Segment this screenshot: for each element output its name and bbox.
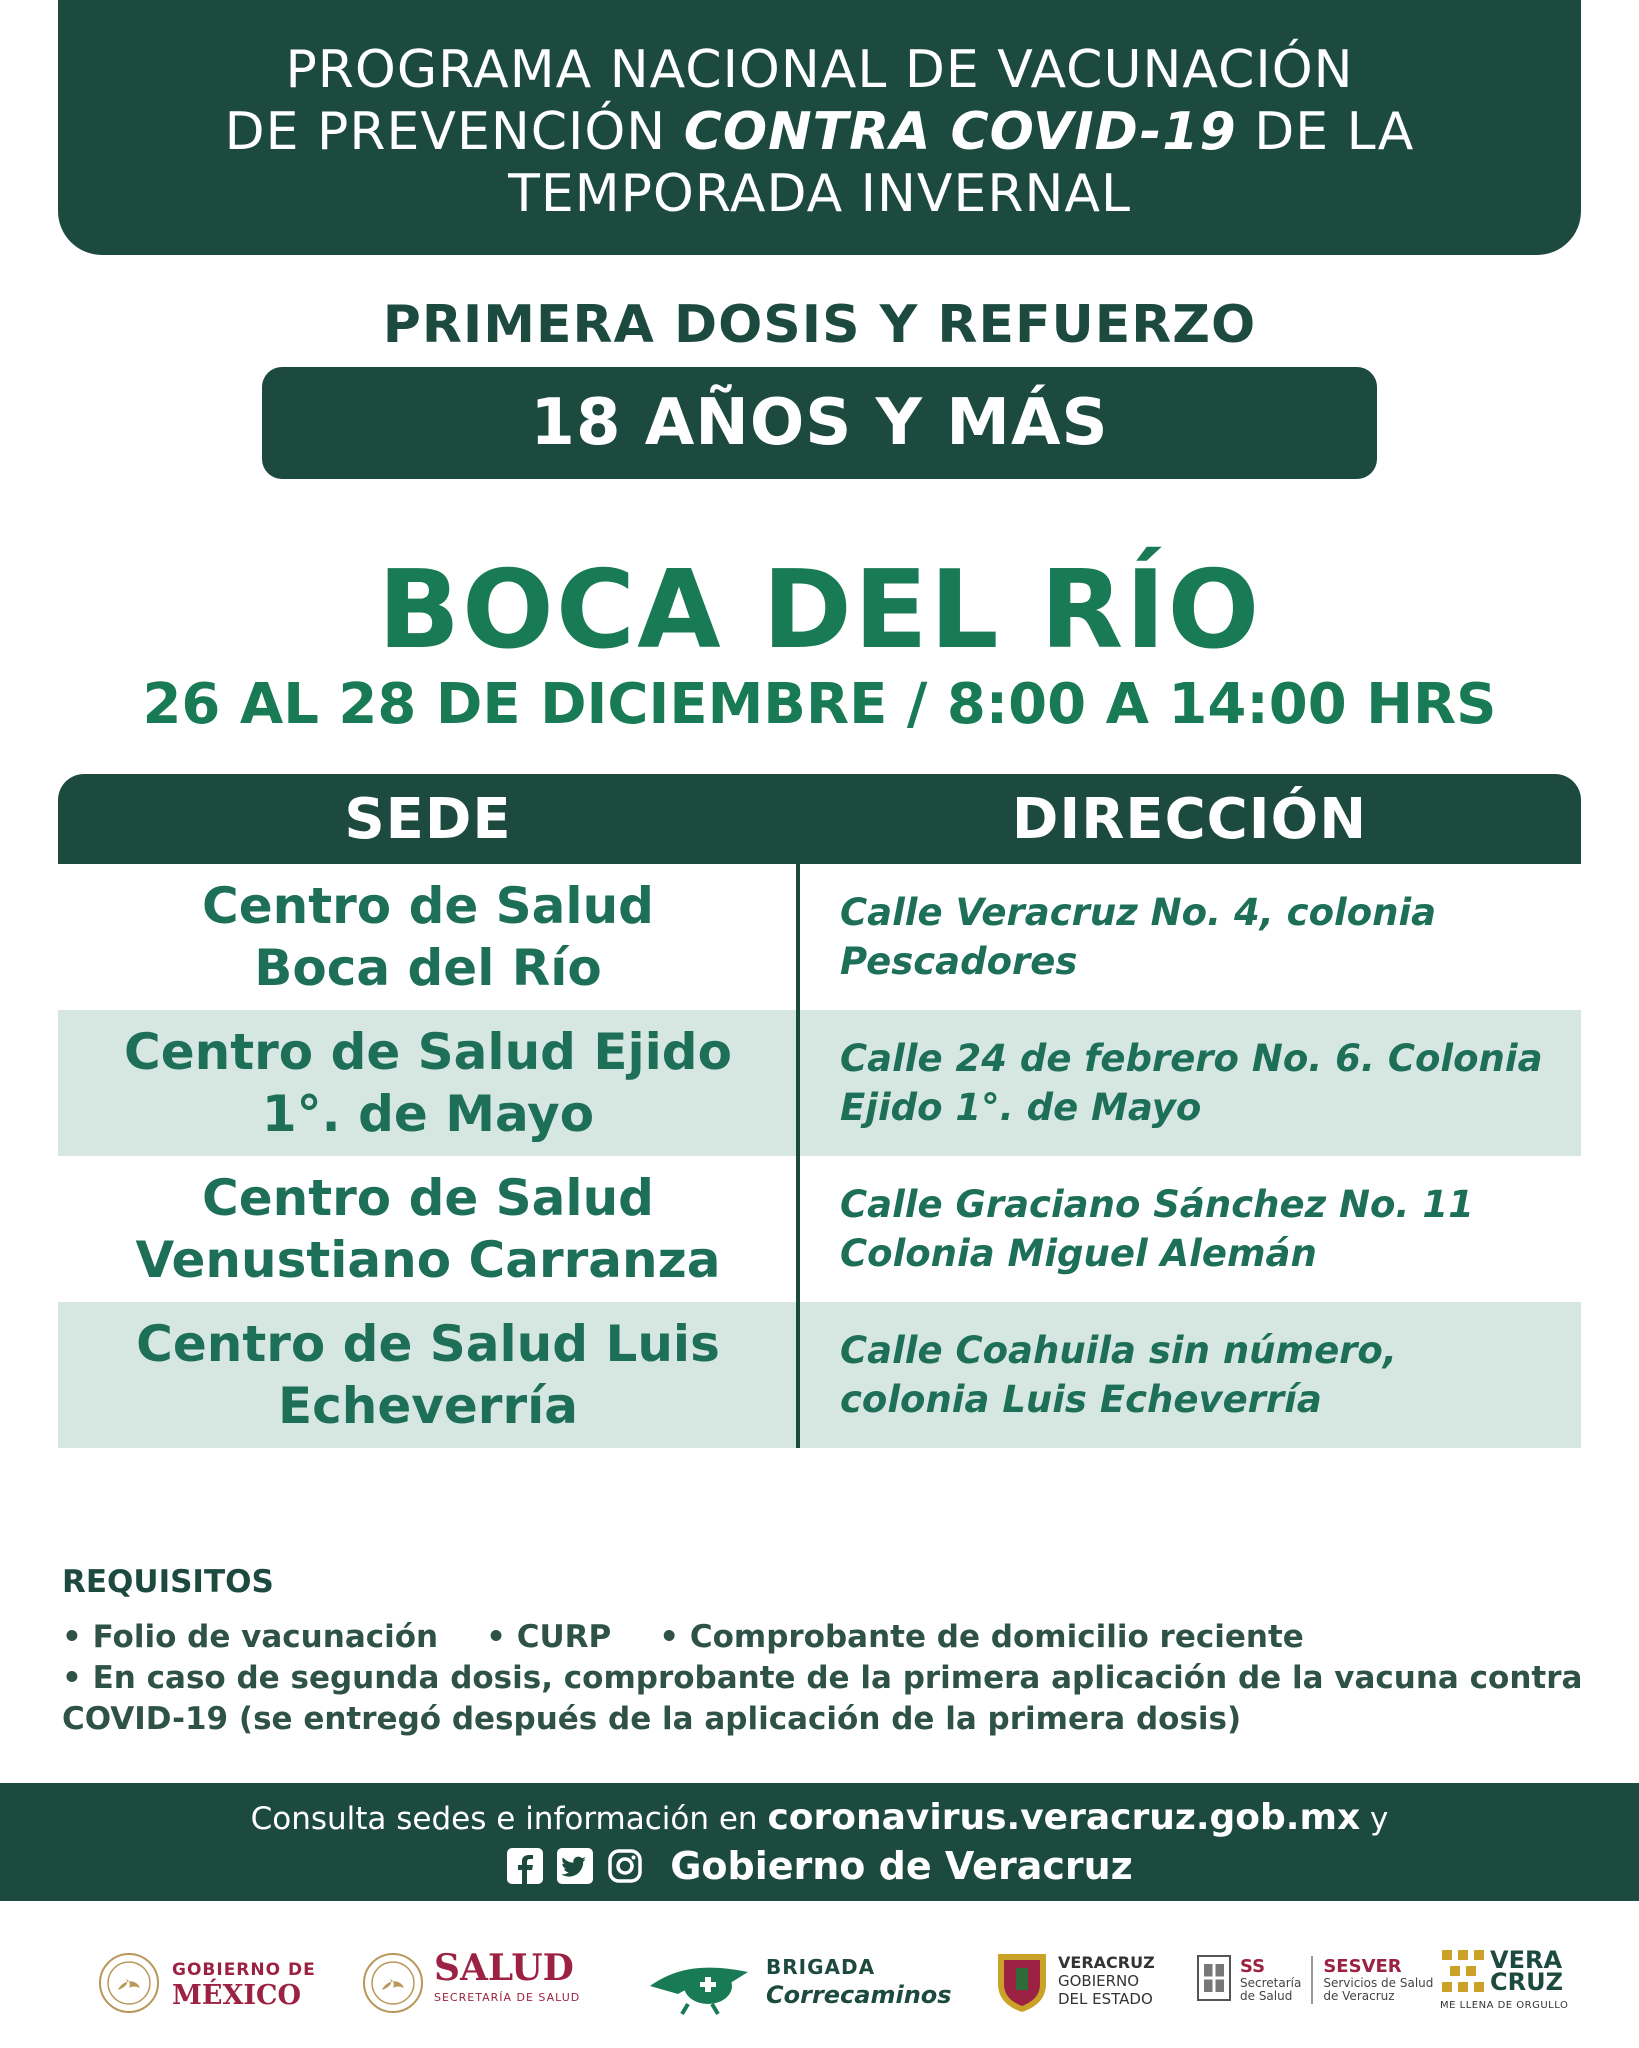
direccion-cell (798, 864, 1581, 1010)
direccion-line: Calle Veracruz No. 4, colonia (840, 891, 1437, 934)
footer-consulta (251, 1797, 1389, 1838)
ss-sub-1: Secretaría (1240, 1976, 1302, 1990)
header-sede: SEDE (344, 786, 512, 852)
header-line-2 (225, 101, 1415, 163)
sesver-sub-2: de Veracruz (1323, 1989, 1395, 2003)
locations-table (58, 774, 1581, 1448)
header-line-2-pre: DE PREVENCIÓN (224, 101, 684, 162)
table-row (58, 1302, 1581, 1448)
logo-divider (1311, 1956, 1313, 2004)
instagram-icon[interactable] (606, 1847, 644, 1885)
orgullo-tagline: ME LLENA DE ORGULLO (1440, 2000, 1569, 2011)
facebook-icon[interactable] (506, 1847, 544, 1885)
brigada-logo (648, 1946, 952, 2016)
direccion-line: Calle Coahuila sin número, (840, 1329, 1397, 1372)
requirement-item: • CURP (486, 1619, 612, 1655)
salud-seal-icon (362, 1952, 424, 2014)
header-line-2-emph: CONTRA COVID-19 (683, 101, 1237, 162)
veracruz-pattern-icon (1440, 1948, 1486, 1994)
social-row (506, 1844, 1133, 1888)
sede-line: Echeverría (278, 1377, 578, 1435)
social-account-name: Gobierno de Veracruz (670, 1843, 1133, 1888)
sede-cell (58, 1302, 798, 1448)
direccion-line: colonia Luis Echeverría (840, 1378, 1322, 1421)
ss-sub-2: de Salud (1240, 1989, 1293, 2003)
logos-strip (0, 1912, 1639, 2048)
direccion-line: Calle Graciano Sánchez No. 11 (840, 1183, 1474, 1226)
direccion-cell (798, 1156, 1581, 1302)
direccion-cell (798, 1010, 1581, 1156)
sede-line: Centro de Salud Luis (136, 1315, 720, 1373)
direccion-line: Ejido 1°. de Mayo (840, 1086, 1202, 1129)
veracruz-shield-icon (994, 1948, 1050, 2014)
header-line-3: TEMPORADA INVERNAL (508, 163, 1131, 224)
direccion-line: Colonia Miguel Alemán (840, 1232, 1317, 1275)
header-direccion: DIRECCIÓN (1011, 786, 1368, 852)
sede-cell (58, 1156, 798, 1302)
requirement-item: • Comprobante de domicilio reciente (659, 1619, 1304, 1655)
salud-sub-label: SECRETARÍA DE SALUD (434, 1991, 581, 2004)
veracruz-label: VERACRUZ (1058, 1953, 1155, 1972)
sede-cell (58, 864, 798, 1010)
header-line-1: PROGRAMA NACIONAL DE VACUNACIÓN (285, 39, 1354, 100)
dates-line: 26 AL 28 DE DICIEMBRE / 8:00 A 14:00 HRS (142, 672, 1497, 737)
sede-line: Centro de Salud Ejido (124, 1023, 732, 1081)
salud-logo (362, 1947, 581, 2014)
direccion-line: Pescadores (840, 940, 1078, 983)
sede-line: Centro de Salud (202, 877, 654, 935)
gobierno-estado-label-1: GOBIERNO (1058, 1972, 1140, 1990)
requirements-title: REQUISITOS (62, 1564, 274, 1600)
ss-emblem-icon (1194, 1952, 1234, 2008)
sesver-label: SESVER (1323, 1956, 1402, 1977)
vera-label: VERA (1490, 1946, 1563, 1974)
ss-label: SS (1240, 1956, 1266, 1977)
age-label: 18 AÑOS Y MÁS (530, 386, 1109, 460)
consulta-url[interactable]: coronavirus.veracruz.gob.mx (767, 1796, 1361, 1838)
footer-band (0, 1783, 1639, 1901)
consulta-post: y (1360, 1800, 1389, 1837)
direccion-cell (798, 1302, 1581, 1448)
gobierno-label: GOBIERNO DE (172, 1960, 316, 1980)
requirements-section (62, 1562, 1592, 1740)
table-row (58, 1156, 1581, 1302)
sesver-sub-1: Servicios de Salud (1323, 1976, 1434, 1990)
roadrunner-icon (648, 1946, 758, 2016)
header-line-2-post: DE LA (1236, 101, 1415, 162)
sede-cell (58, 1010, 798, 1156)
direccion-line: Calle 24 de febrero No. 6. Colonia (840, 1037, 1543, 1080)
table-header (58, 774, 1581, 864)
ss-sesver-logo (1194, 1952, 1433, 2008)
sede-line: 1°. de Mayo (261, 1085, 595, 1143)
sede-line: Venustiano Carranza (135, 1231, 721, 1289)
column-divider (796, 864, 800, 1448)
gobierno-mexico-logo (98, 1952, 316, 2014)
table-row (58, 864, 1581, 1010)
header-panel (58, 0, 1581, 255)
table-row (58, 1010, 1581, 1156)
cruz-label: CRUZ (1490, 1968, 1563, 1996)
consulta-text: Consulta sedes e información en (250, 1800, 768, 1837)
twitter-icon[interactable] (556, 1847, 594, 1885)
sede-line: Centro de Salud (202, 1169, 654, 1227)
requirement-line: COVID-19 (se entregó después de la aplicación de la primera dosis) (62, 1701, 1242, 1737)
salud-label: SALUD (434, 1947, 574, 1989)
gobierno-estado-label-2: DEL ESTADO (1058, 1990, 1153, 2008)
requirement-item: • Folio de vacunación (62, 1619, 439, 1655)
requirement-line: • En caso de segunda dosis, comprobante de la primera aplicación de la vacuna contra (62, 1660, 1583, 1696)
mexico-label: MÉXICO (172, 1980, 302, 2011)
mexico-seal-icon (98, 1952, 160, 2014)
veracruz-orgullo-logo (1440, 1948, 1568, 2011)
age-badge (262, 367, 1377, 479)
table-body (58, 864, 1581, 1448)
correcaminos-label: Correcaminos (766, 1981, 952, 2009)
requirements-row (62, 1617, 1592, 1658)
sede-line: Boca del Río (254, 939, 602, 997)
veracruz-gobierno-logo (994, 1948, 1155, 2014)
subtitle: PRIMERA DOSIS Y REFUERZO (382, 295, 1257, 355)
city-title: BOCA DEL RÍO (377, 548, 1262, 673)
brigada-label: BRIGADA (766, 1955, 876, 1979)
